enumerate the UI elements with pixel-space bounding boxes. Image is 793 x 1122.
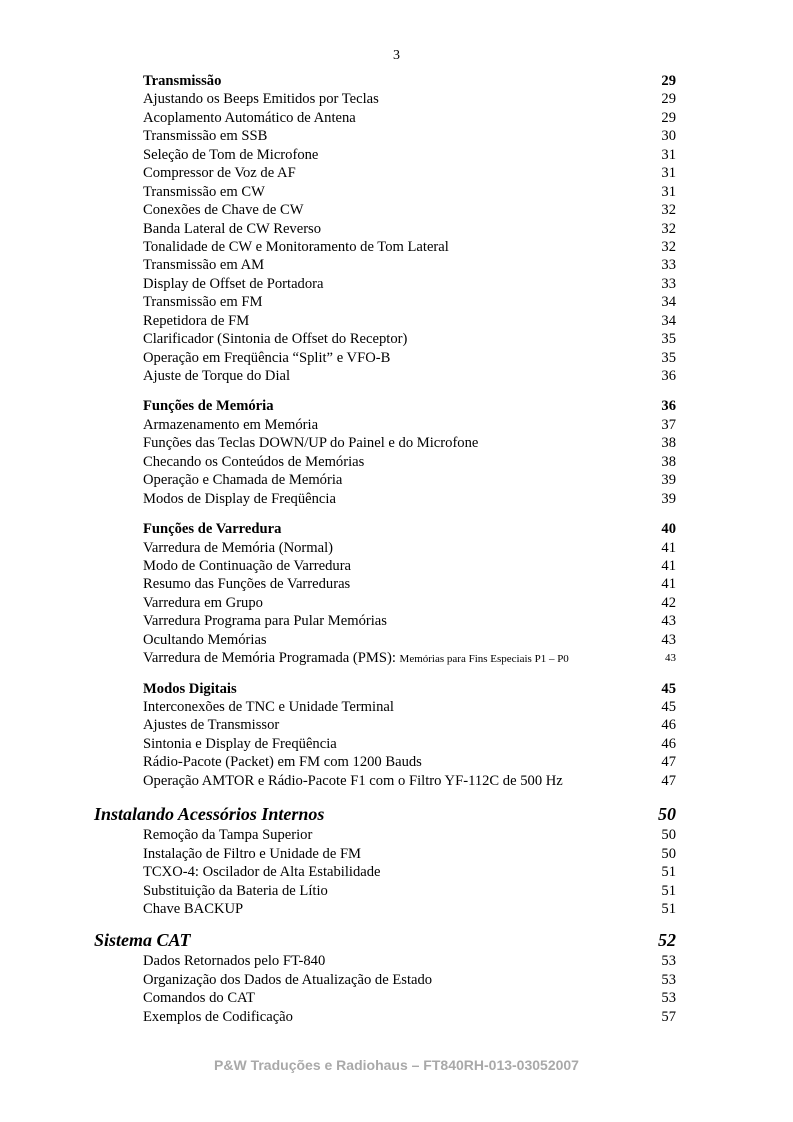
toc-entry (0, 349, 793, 367)
toc-subsection (0, 397, 793, 508)
entry-page-number: 42 (661, 594, 676, 611)
entry-title-suffix: Memórias para Fins Especiais P1 – P0 (399, 653, 569, 666)
entry-title-text: Dados Retornados pelo FT-840 (143, 953, 326, 970)
entry-title-text: Acoplamento Automático de Antena (143, 109, 356, 126)
entry-title-text: Conexões de Chave de CW (143, 202, 304, 219)
entry-title-text: Resumo das Funções de Varreduras (143, 576, 351, 593)
entry-title-text: Exemplos de Codificação (143, 1008, 293, 1025)
entry-page-number: 45 (661, 680, 676, 697)
toc-entry (0, 989, 793, 1007)
toc-entry (0, 127, 793, 145)
subsection-heading (0, 72, 793, 90)
entry-page-number: 33 (661, 275, 676, 292)
main-section-heading (0, 802, 793, 826)
entry-title (94, 928, 191, 952)
entry-page-number: 53 (661, 990, 676, 1007)
entry-title (94, 802, 324, 826)
entry-page-number: 31 (661, 146, 676, 163)
entry-title-text: Operação em Freqüência “Split” e VFO-B (143, 349, 391, 366)
entry-page-number: 35 (661, 349, 676, 366)
toc-entry (0, 882, 793, 900)
entry-page-number: 36 (661, 368, 676, 384)
entry-page-number: 41 (661, 539, 676, 556)
toc-main-section (0, 928, 793, 1026)
toc-entry (0, 753, 793, 771)
entry-title-text: Display de Offset de Portadora (143, 275, 324, 292)
toc-entry (0, 772, 793, 790)
toc-entry (0, 612, 793, 630)
entry-title (143, 397, 274, 415)
entry-title (143, 863, 381, 881)
entry-title (143, 952, 325, 970)
entry-title-text: Varredura de Memória (Normal) (143, 539, 334, 556)
entry-title-text: Clarificador (Sintonia de Offset do Receptor) (143, 331, 408, 348)
entry-title (143, 72, 221, 90)
entry-page-number: 57 (661, 1008, 676, 1025)
entry-title-text: Sistema CAT (94, 930, 191, 951)
entry-title (143, 312, 249, 330)
entry-title (143, 539, 333, 557)
entry-title-text: Chave BACKUP (143, 900, 244, 917)
entry-page-number: 29 (661, 91, 676, 108)
toc-entry (0, 539, 793, 557)
toc-entry (0, 649, 793, 667)
toc-main-section (0, 802, 793, 918)
entry-title-text: Ajustando os Beeps Emitidos por Teclas (143, 91, 379, 108)
subsection-heading (0, 680, 793, 698)
main-section-heading (0, 928, 793, 952)
entry-page-number: 32 (661, 220, 676, 237)
entry-title-text: Rádio-Pacote (Packet) em FM com 1200 Bauds (143, 754, 422, 771)
entry-page-number: 50 (661, 845, 676, 862)
entry-title-text: Funções de Varredura (143, 521, 282, 538)
entry-title (143, 698, 394, 716)
table-of-contents (0, 72, 793, 1026)
entry-title (143, 416, 318, 434)
entry-page-number: 41 (661, 576, 676, 593)
entry-title-text: TCXO-4: Oscilador de Alta Estabilidade (143, 864, 381, 881)
entry-page-number: 43 (661, 631, 676, 648)
entry-page-number: 46 (661, 717, 676, 734)
entry-title-text: Funções de Memória (143, 398, 274, 415)
toc-entry (0, 490, 793, 508)
entry-page-number: 39 (661, 490, 676, 507)
entry-title (143, 256, 264, 274)
entry-title (143, 631, 267, 649)
entry-page-number: 51 (661, 900, 676, 917)
toc-entry (0, 471, 793, 489)
toc-entry (0, 631, 793, 649)
entry-title (143, 575, 350, 593)
toc-subsection (0, 520, 793, 668)
entry-title-text: Varredura Programa para Pular Memórias (143, 613, 387, 630)
entry-title (143, 716, 279, 734)
toc-entry (0, 367, 793, 385)
entry-page-number: 40 (661, 521, 676, 538)
entry-page-number: 29 (661, 73, 676, 89)
entry-page-number: 32 (661, 238, 676, 255)
toc-entry (0, 90, 793, 108)
toc-entry (0, 735, 793, 753)
entry-page-number: 46 (661, 735, 676, 752)
entry-page-number: 50 (658, 804, 676, 825)
entry-page-number: 38 (661, 453, 676, 470)
entry-title-text: Modo de Continuação de Varredura (143, 557, 352, 574)
toc-entry (0, 845, 793, 863)
entry-title (143, 293, 262, 311)
toc-entry (0, 416, 793, 434)
entry-title (143, 753, 422, 771)
entry-title (143, 1008, 293, 1026)
entry-title-text: Checando os Conteúdos de Memórias (143, 453, 365, 470)
entry-title (143, 971, 432, 989)
entry-page-number: 43 (661, 613, 676, 630)
entry-title (143, 612, 387, 630)
entry-page-number: 43 (665, 652, 676, 665)
entry-title (143, 109, 356, 127)
toc-entry (0, 256, 793, 274)
entry-title-text: Ajustes de Transmissor (143, 717, 280, 734)
entry-title (143, 471, 342, 489)
toc-subsection (0, 72, 793, 385)
entry-page-number: 32 (661, 202, 676, 219)
entry-title (143, 989, 255, 1007)
entry-title (143, 275, 323, 293)
toc-entry (0, 971, 793, 989)
entry-title-text: Banda Lateral de CW Reverso (143, 220, 322, 237)
entry-page-number: 35 (661, 331, 676, 348)
entry-page-number: 30 (661, 128, 676, 145)
entry-title-text: Varredura em Grupo (143, 594, 263, 611)
toc-entry (0, 863, 793, 881)
entry-title (143, 220, 321, 238)
entry-page-number: 53 (661, 953, 676, 970)
toc-entry (0, 826, 793, 844)
entry-title-text: Instalando Acessórios Internos (94, 804, 325, 825)
entry-title-text: Transmissão em SSB (143, 128, 268, 145)
toc-entry (0, 698, 793, 716)
entry-title-text: Transmissão em CW (143, 183, 265, 200)
entry-page-number: 34 (661, 294, 676, 311)
entry-title (143, 183, 265, 201)
entry-title-text: Remoção da Tampa Superior (143, 827, 313, 844)
toc-entry (0, 164, 793, 182)
entry-title-text: Operação AMTOR e Rádio-Pacote F1 com o Filtro YF-112C de 500 Hz (143, 772, 563, 789)
toc-entry (0, 238, 793, 256)
entry-title-text: Sintonia e Display de Freqüência (143, 735, 337, 752)
entry-title-text: Compressor de Voz de AF (143, 165, 296, 182)
toc-entry (0, 575, 793, 593)
entry-title-text: Funções das Teclas DOWN/UP do Painel e do Microfone (143, 435, 479, 452)
entry-title (143, 900, 243, 918)
entry-title-text: Modos Digitais (143, 680, 237, 697)
entry-title (143, 349, 390, 367)
toc-entry (0, 201, 793, 219)
entry-title (143, 680, 237, 698)
entry-title-text: Transmissão (143, 73, 222, 89)
entry-page-number: 37 (661, 416, 676, 433)
subsection-heading (0, 397, 793, 415)
entry-title (143, 735, 337, 753)
toc-entry (0, 716, 793, 734)
entry-page-number: 38 (661, 435, 676, 452)
entry-page-number: 52 (658, 930, 676, 951)
entry-title (143, 649, 569, 668)
subsection-heading (0, 520, 793, 538)
entry-page-number: 29 (661, 109, 676, 126)
entry-page-number: 53 (661, 971, 676, 988)
entry-title (143, 434, 478, 452)
entry-page-number: 31 (661, 165, 676, 182)
entry-page-number: 33 (661, 257, 676, 274)
entry-title (143, 164, 296, 182)
toc-entry (0, 109, 793, 127)
toc-entry (0, 557, 793, 575)
toc-entry (0, 1008, 793, 1026)
toc-entry (0, 220, 793, 238)
entry-title (143, 557, 351, 575)
entry-title (143, 330, 407, 348)
entry-title-text: Comandos do CAT (143, 990, 255, 1007)
entry-title-text: Varredura de Memória Programada (PMS): (143, 650, 396, 667)
toc-entry (0, 312, 793, 330)
toc-entry (0, 453, 793, 471)
entry-title (143, 772, 563, 790)
entry-title-text: Armazenamento em Memória (143, 416, 319, 433)
entry-title-text: Operação e Chamada de Memória (143, 472, 343, 489)
entry-title (143, 845, 361, 863)
entry-title-text: Ajuste de Torque do Dial (143, 368, 291, 384)
entry-title (143, 127, 267, 145)
toc-entry (0, 293, 793, 311)
footer-text: P&W Traduções e Radiohaus – FT840RH-013-03052007 (214, 1057, 579, 1073)
entry-title (143, 520, 281, 538)
entry-title (143, 453, 364, 471)
entry-title-text: Interconexões de TNC e Unidade Terminal (143, 699, 394, 715)
entry-title-text: Transmissão em FM (143, 294, 263, 311)
entry-title-text: Organização dos Dados de Atualização de Estado (143, 971, 433, 988)
entry-page-number: 51 (661, 864, 676, 881)
entry-title-text: Tonalidade de CW e Monitoramento de Tom Lateral (143, 238, 449, 255)
entry-page-number: 41 (661, 557, 676, 574)
entry-page-number: 47 (661, 772, 676, 789)
entry-title (143, 882, 328, 900)
entry-page-number: 34 (661, 312, 676, 329)
entry-title (143, 238, 449, 256)
entry-title (143, 201, 304, 219)
entry-title (143, 146, 318, 164)
entry-page-number: 45 (661, 699, 676, 715)
entry-title-text: Substituição da Bateria de Lítio (143, 882, 328, 899)
toc-entry (0, 952, 793, 970)
page-number: 3 (393, 48, 400, 63)
entry-title (143, 826, 312, 844)
toc-entry (0, 275, 793, 293)
toc-entry (0, 594, 793, 612)
entry-title (143, 594, 263, 612)
entry-title-text: Repetidora de FM (143, 312, 250, 329)
toc-entry (0, 146, 793, 164)
entry-title-text: Modos de Display de Freqüência (143, 490, 336, 507)
toc-subsection (0, 680, 793, 791)
entry-page-number: 31 (661, 183, 676, 200)
entry-page-number: 51 (661, 882, 676, 899)
entry-page-number: 47 (661, 754, 676, 771)
entry-title-text: Ocultando Memórias (143, 631, 267, 648)
entry-title (143, 490, 336, 508)
toc-entry (0, 183, 793, 201)
entry-page-number: 50 (661, 827, 676, 844)
toc-entry (0, 900, 793, 918)
entry-title (143, 90, 379, 108)
toc-entry (0, 330, 793, 348)
entry-page-number: 36 (661, 398, 676, 415)
entry-title-text: Seleção de Tom de Microfone (143, 146, 319, 163)
entry-title-text: Transmissão em AM (143, 257, 265, 274)
entry-title-text: Instalação de Filtro e Unidade de FM (143, 845, 362, 862)
toc-entry (0, 434, 793, 452)
entry-page-number: 39 (661, 472, 676, 489)
entry-title (143, 367, 290, 385)
